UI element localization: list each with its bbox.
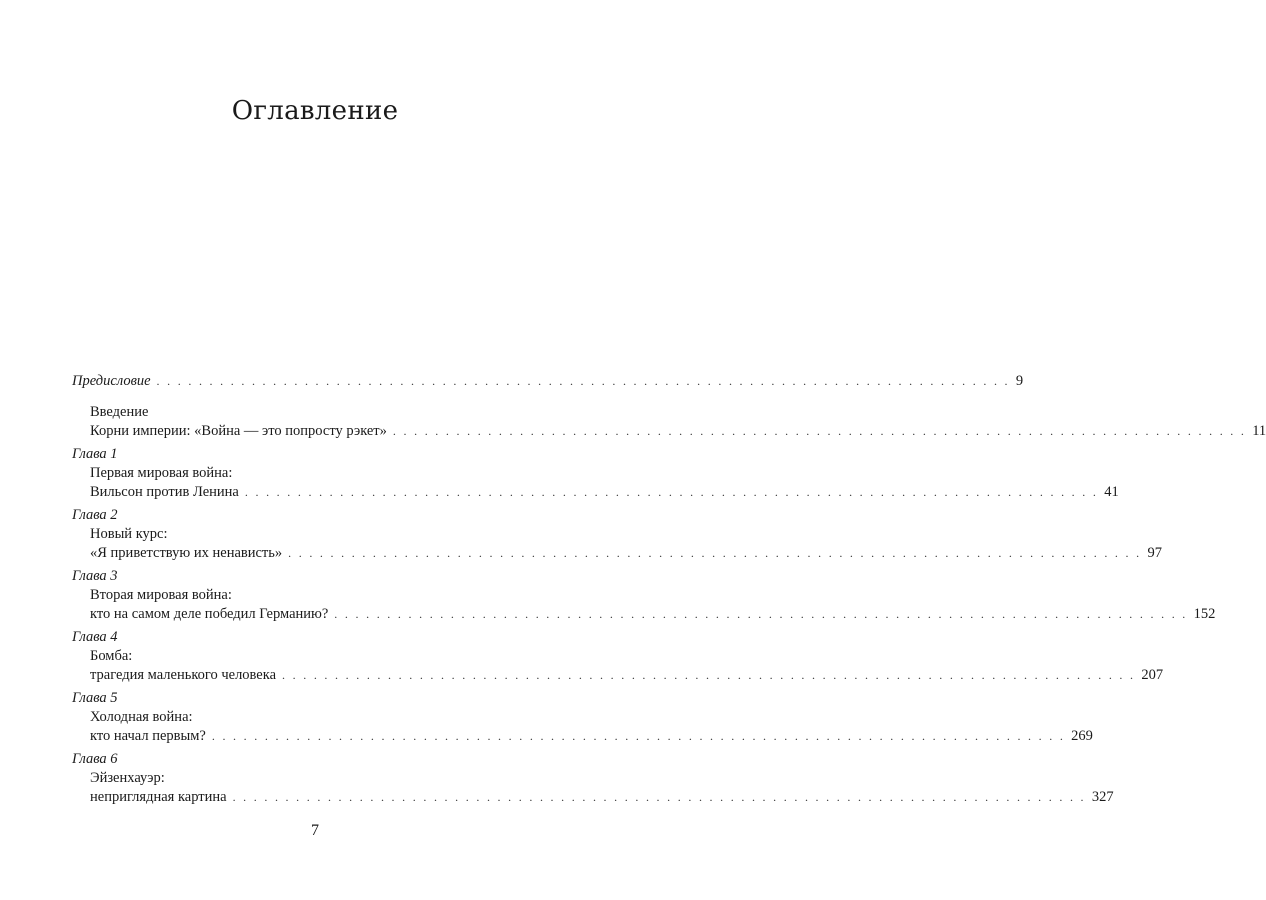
chapter-page: 152 <box>1193 606 1216 622</box>
leader-dots: . . . . . . . . . . . . . . . . . . . . . . . . . . . . . . . . . . . . . . . . . . . . . . . . . . . . . . . . . . . . . . . . . . . . . . . . . . . . . . . . . <box>392 424 1247 438</box>
chapter-label: Глава 5 <box>72 690 118 706</box>
preface-page: 9 <box>1015 373 1024 389</box>
chapter-page: 269 <box>1071 728 1093 744</box>
chapter-subtitle: Вильсон против Ленина <box>90 484 239 500</box>
chapter-label: Глава 4 <box>72 629 118 645</box>
toc-entry-chapter-6 <box>72 750 1114 807</box>
chapter-page: 327 <box>1091 789 1114 805</box>
chapter-page: 41 <box>1104 484 1119 500</box>
chapter-title: Вторая мировая война: <box>90 587 232 603</box>
toc-entry-chapter-2 <box>72 506 1162 563</box>
toc-entry-intro <box>72 403 1266 441</box>
chapter-title: Холодная война: <box>90 709 193 725</box>
toc-entry-chapter-5 <box>72 689 1093 746</box>
leader-dots: . . . . . . . . . . . . . . . . . . . . . . . . . . . . . . . . . . . . . . . . . . . . . . . . . . . . . . . . . . . . . . . . . . . . . . . . . . . . . . . . . <box>288 546 1142 560</box>
chapter-subtitle: «Я приветствую их ненависть» <box>90 545 283 561</box>
intro-title: Введение <box>90 404 149 420</box>
intro-page: 11 <box>1252 423 1266 439</box>
preface-label: Предисловие <box>72 373 151 389</box>
leader-dots: . . . . . . . . . . . . . . . . . . . . . . . . . . . . . . . . . . . . . . . . . . . . . . . . . . . . . . . . . . . . . . . . . . . . . . . . . . . . . . . . . <box>156 374 1010 388</box>
leader-dots: . . . . . . . . . . . . . . . . . . . . . . . . . . . . . . . . . . . . . . . . . . . . . . . . . . . . . . . . . . . . . . . . . . . . . . . . . . . . . . . . . <box>244 485 1099 499</box>
chapter-title: Бомба: <box>90 648 133 664</box>
chapter-title: Новый курс: <box>90 526 168 542</box>
chapter-title: Первая мировая война: <box>90 465 233 481</box>
leader-dots: . . . . . . . . . . . . . . . . . . . . . . . . . . . . . . . . . . . . . . . . . . . . . . . . . . . . . . . . . . . . . . . . . . . . . . . . . . . . . . . . . <box>211 729 1066 743</box>
toc-entry-chapter-4 <box>72 628 1164 685</box>
chapter-label: Глава 3 <box>72 568 118 584</box>
chapter-subtitle: неприглядная картина <box>90 789 227 805</box>
intro-subtitle: Корни империи: «Война — это попросту рэкет» <box>90 423 387 439</box>
toc-entry-chapter-1 <box>72 445 1119 502</box>
chapter-page: 97 <box>1147 545 1162 561</box>
chapter-page: 207 <box>1141 667 1164 683</box>
chapter-subtitle: кто на самом деле победил Германию? <box>90 606 329 622</box>
toc-entry-chapter-3 <box>72 567 1216 624</box>
chapter-subtitle: трагедия маленького человека <box>90 667 277 683</box>
chapter-title: Эйзенхауэр: <box>90 770 165 786</box>
chapter-label: Глава 6 <box>72 751 118 767</box>
leader-dots: . . . . . . . . . . . . . . . . . . . . . . . . . . . . . . . . . . . . . . . . . . . . . . . . . . . . . . . . . . . . . . . . . . . . . . . . . . . . . . . . . <box>232 790 1086 804</box>
chapter-subtitle: кто начал первым? <box>90 728 206 744</box>
page-number: 7 <box>311 822 319 839</box>
table-of-contents <box>72 372 1266 811</box>
leader-dots: . . . . . . . . . . . . . . . . . . . . . . . . . . . . . . . . . . . . . . . . . . . . . . . . . . . . . . . . . . . . . . . . . . . . . . . . . . . . . . . . . <box>334 607 1188 621</box>
toc-entry-preface <box>72 372 1024 391</box>
chapter-label: Глава 2 <box>72 507 118 523</box>
chapter-label: Глава 1 <box>72 446 118 462</box>
page-title: Оглавление <box>231 96 399 126</box>
leader-dots: . . . . . . . . . . . . . . . . . . . . . . . . . . . . . . . . . . . . . . . . . . . . . . . . . . . . . . . . . . . . . . . . . . . . . . . . . . . . . . . . . <box>282 668 1136 682</box>
